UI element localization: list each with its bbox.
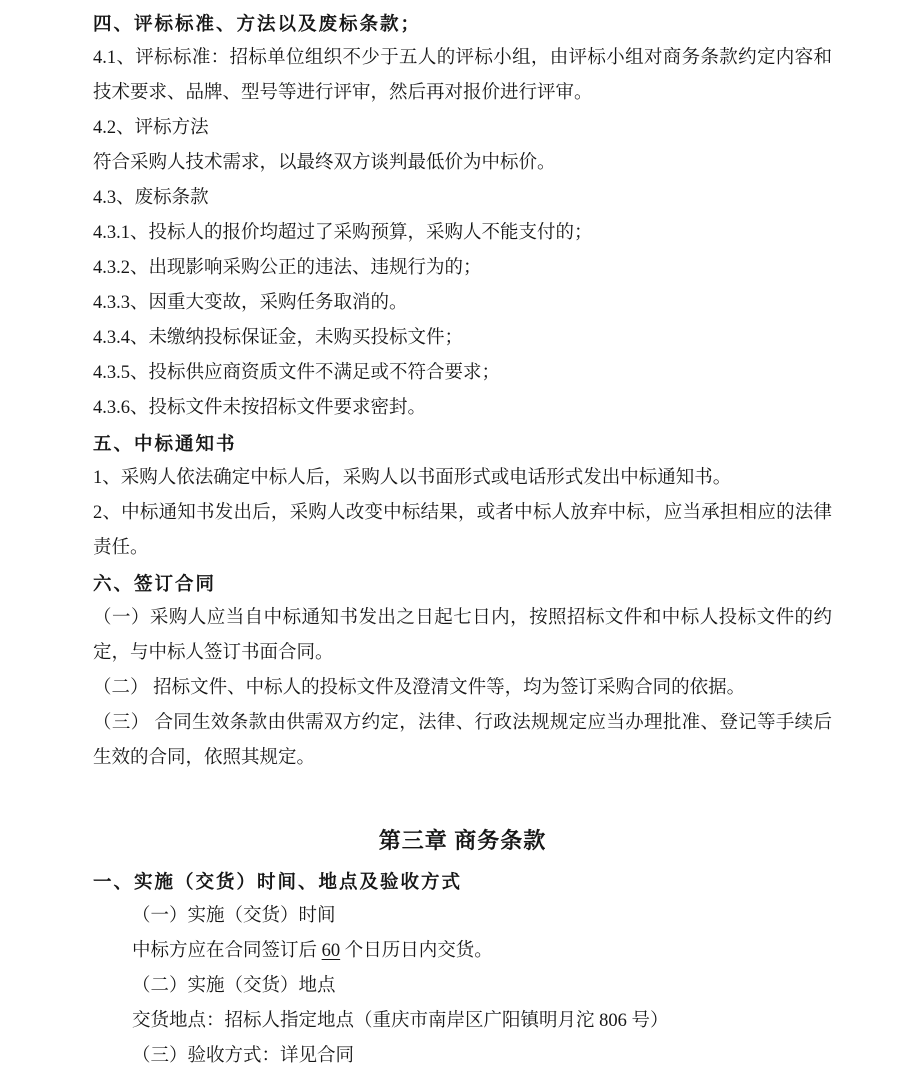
clause-4-2-title: 4.2、评标方法 [93,118,209,138]
clause-4-3-1: 4.3.1、投标人的报价均超过了采购预算，采购人不能支付的； [93,223,593,243]
chapter-3-section-1-heading: 一、实施（交货）时间、地点及验收方式 [93,871,463,892]
delivery-time-title: （一）实施（交货）时间 [132,906,336,926]
clause-4-1: 4.1、评标标准：招标单位组织不少于五人的评标小组，由评标小组对商务条款约定内容和技术要求、品牌、型号等进行评审，然后再对报价进行评审。 [93,48,832,103]
clause-5-2: 2、中标通知书发出后，采购人改变中标结果，或者中标人放弃中标，应当承担相应的法律责任。 [93,503,832,558]
section-4-heading: 四、评标标准、方法以及废标条款； [93,13,422,34]
clause-6-1: （一）采购人应当自中标通知书发出之日起七日内，按照招标文件和中标人投标文件的约定，与中标人签订书面合同。 [93,608,832,663]
clause-5-1: 1、采购人依法确定中标人后，采购人以书面形式或电话形式发出中标通知书。 [93,468,732,488]
section-5-heading: 五、中标通知书 [93,433,237,454]
delivery-time-suffix: 个日历日内交货。 [340,941,493,961]
clause-4-3-6: 4.3.6、投标文件未按招标文件要求密封。 [93,398,427,418]
delivery-place-body: 交货地点：招标人指定地点（重庆市南岸区广阳镇明月沱 806 号） [132,1011,669,1031]
clause-6-3: （三） 合同生效条款由供需双方约定，法律、行政法规规定应当办理批准、登记等手续后生效的合同，依照其规定。 [93,713,832,768]
clause-4-2-body: 符合采购人技术需求，以最终双方谈判最低价为中标价。 [93,153,556,173]
chapter-3-title: 第三章 商务条款 [378,828,547,853]
delivery-days-value: 60 [321,941,341,961]
clause-4-3-3: 4.3.3、因重大变故，采购任务取消的。 [93,293,408,313]
delivery-place-title: （二）实施（交货）地点 [132,976,336,996]
acceptance-method-title: （三）验收方式：详见合同 [132,1046,355,1066]
clause-6-2: （二） 招标文件、中标人的投标文件及澄清文件等，均为签订采购合同的依据。 [93,678,746,698]
clause-4-3-5: 4.3.5、投标供应商资质文件不满足或不符合要求； [93,363,501,383]
delivery-time-prefix: 中标方应在合同签订后 [132,941,322,961]
clause-4-3-title: 4.3、废标条款 [93,188,209,208]
clause-4-3-2: 4.3.2、出现影响采购公正的违法、违规行为的； [93,258,482,278]
delivery-time-body [93,934,832,969]
section-6-heading: 六、签订合同 [93,573,217,594]
clause-4-3-4: 4.3.4、未缴纳投标保证金，未购买投标文件； [93,328,464,348]
